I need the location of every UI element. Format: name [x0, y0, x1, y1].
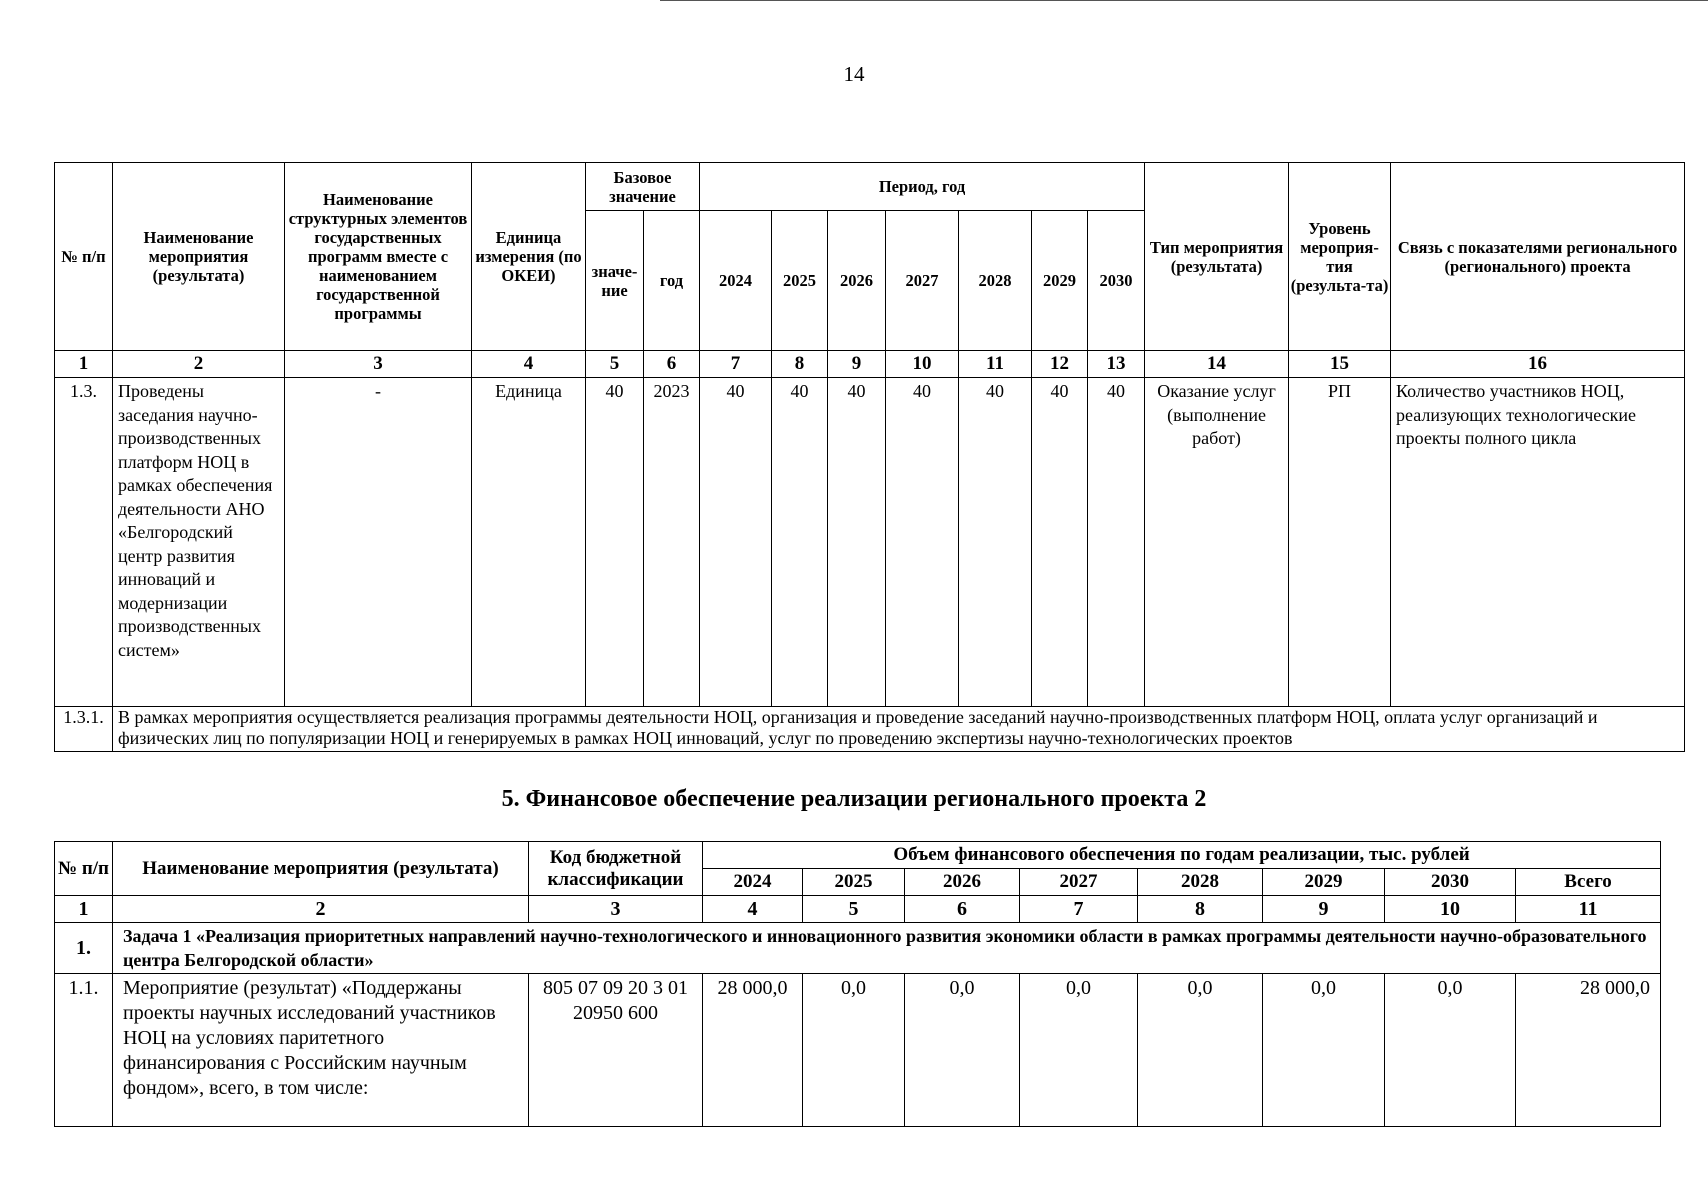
- header-num: № п/п: [55, 163, 113, 351]
- row-type: Оказание услуг (выполнение работ): [1145, 378, 1289, 707]
- table-row: [55, 378, 1685, 707]
- column-number: 8: [1138, 896, 1263, 923]
- header-year: 2024: [700, 211, 772, 351]
- column-number: 9: [828, 351, 886, 378]
- row-unit: Единица: [472, 378, 586, 707]
- column-number: 4: [472, 351, 586, 378]
- row-value: 0,0: [1020, 974, 1138, 1127]
- header-year: 2025: [772, 211, 828, 351]
- column-number: 4: [703, 896, 803, 923]
- header-base: Базовое значение: [586, 163, 700, 211]
- column-number: 10: [1385, 896, 1516, 923]
- header-row-top: [55, 842, 1661, 869]
- column-number: 10: [886, 351, 959, 378]
- row-name: Мероприятие (результат) «Поддержаны проекты научных исследований участников НОЦ на условиях паритетного финансирования с Российским научным фондом», всего, в том числе:: [113, 974, 529, 1127]
- column-number: 6: [644, 351, 700, 378]
- column-number: 7: [1020, 896, 1138, 923]
- task-row: [55, 923, 1661, 974]
- page-number: 14: [843, 62, 865, 86]
- row-num: 1.1.: [55, 974, 113, 1127]
- row-code: 805 07 09 20 3 01 20950 600: [529, 974, 703, 1127]
- row-value: 0,0: [803, 974, 905, 1127]
- task-text: Задача 1 «Реализация приоритетных направлений научно-технологического и инновационного развития экономики области в рамках программы деятельности научно-образовательного центра Белгородской области»: [113, 923, 1661, 974]
- column-number: 5: [586, 351, 644, 378]
- header-row-top: [55, 163, 1685, 211]
- row-year-value: 40: [1032, 378, 1088, 707]
- header-volume: Объем финансового обеспечения по годам реализации, тыс. рублей: [703, 842, 1661, 869]
- column-number: 2: [113, 351, 285, 378]
- header-struct: Наименование структурных элементов государственных программ вместе с наименованием государственной программы: [285, 163, 472, 351]
- column-number: 11: [959, 351, 1032, 378]
- header-total: Всего: [1516, 869, 1661, 896]
- header-link: Связь с показателями регионального (регионального) проекта: [1391, 163, 1685, 351]
- column-number: 11: [1516, 896, 1661, 923]
- task-num: 1.: [55, 923, 113, 974]
- column-number: 12: [1032, 351, 1088, 378]
- row-year-value: 40: [886, 378, 959, 707]
- header-year: 2030: [1088, 211, 1145, 351]
- row-name: Проведены заседания научно-производственных платформ НОЦ в рамках обеспечения деятельности АНО «Белгородский центр развития инноваций и модернизации производственных систем»: [113, 378, 285, 707]
- column-number: 14: [1145, 351, 1289, 378]
- header-level: Уровень мероприя-тия (результа-та): [1289, 163, 1391, 351]
- note-row: [55, 707, 1685, 752]
- header-num: № п/п: [55, 842, 113, 896]
- header-base-value: значе-ние: [586, 211, 644, 351]
- row-link: Количество участников НОЦ, реализующих технологические проекты полного цикла: [1391, 378, 1685, 707]
- row-base-value: 40: [586, 378, 644, 707]
- top-border-line: [660, 0, 1708, 1]
- column-number: 6: [905, 896, 1020, 923]
- column-number: 2: [113, 896, 529, 923]
- header-year: 2027: [1020, 869, 1138, 896]
- column-number: 7: [700, 351, 772, 378]
- header-year: 2028: [1138, 869, 1263, 896]
- header-name: Наименование мероприятия (результата): [113, 842, 529, 896]
- header-name: Наименование мероприятия (результата): [113, 163, 285, 351]
- column-number: 3: [285, 351, 472, 378]
- note-num: 1.3.1.: [55, 707, 113, 752]
- header-unit: Единица измерения (по ОКЕИ): [472, 163, 586, 351]
- column-number: 9: [1263, 896, 1385, 923]
- section-title: 5. Финансовое обеспечение реализации регионального проекта 2: [501, 786, 1207, 812]
- header-base-year: год: [644, 211, 700, 351]
- row-year-value: 40: [959, 378, 1032, 707]
- column-number-row: [55, 896, 1661, 923]
- header-year: 2027: [886, 211, 959, 351]
- column-number: 13: [1088, 351, 1145, 378]
- column-number: 15: [1289, 351, 1391, 378]
- row-total: 28 000,0: [1516, 974, 1661, 1127]
- column-number: 1: [55, 351, 113, 378]
- row-year-value: 40: [828, 378, 886, 707]
- row-value: 28 000,0: [703, 974, 803, 1127]
- header-code: Код бюджетной классификации: [529, 842, 703, 896]
- header-year: 2029: [1263, 869, 1385, 896]
- column-number: 16: [1391, 351, 1685, 378]
- row-level: РП: [1289, 378, 1391, 707]
- table-row: [55, 974, 1661, 1127]
- header-year: 2024: [703, 869, 803, 896]
- header-type: Тип мероприятия (результата): [1145, 163, 1289, 351]
- column-number: 1: [55, 896, 113, 923]
- column-number: 8: [772, 351, 828, 378]
- financing-table: [54, 841, 1661, 1127]
- row-value: 0,0: [1385, 974, 1516, 1127]
- activities-table: [54, 162, 1685, 752]
- header-year: 2025: [803, 869, 905, 896]
- row-year-value: 40: [772, 378, 828, 707]
- row-value: 0,0: [1138, 974, 1263, 1127]
- note-text: В рамках мероприятия осуществляется реализация программы деятельности НОЦ, организация и проведение заседаний научно-производственных платформ НОЦ, оплата услуг организаций и физических лиц по популяризации НОЦ и генерируемых в рамках НОЦ инноваций, услуг по проведению экспертизы научно-технологических проектов: [113, 707, 1685, 752]
- header-period: Период, год: [700, 163, 1145, 211]
- header-year: 2030: [1385, 869, 1516, 896]
- row-value: 0,0: [905, 974, 1020, 1127]
- header-year: 2028: [959, 211, 1032, 351]
- row-num: 1.3.: [55, 378, 113, 707]
- header-year: 2026: [905, 869, 1020, 896]
- column-number: 3: [529, 896, 703, 923]
- header-year: 2026: [828, 211, 886, 351]
- row-struct: -: [285, 378, 472, 707]
- row-year-value: 40: [700, 378, 772, 707]
- column-number: 5: [803, 896, 905, 923]
- header-year: 2029: [1032, 211, 1088, 351]
- row-base-year: 2023: [644, 378, 700, 707]
- column-number-row: [55, 351, 1685, 378]
- row-year-value: 40: [1088, 378, 1145, 707]
- row-value: 0,0: [1263, 974, 1385, 1127]
